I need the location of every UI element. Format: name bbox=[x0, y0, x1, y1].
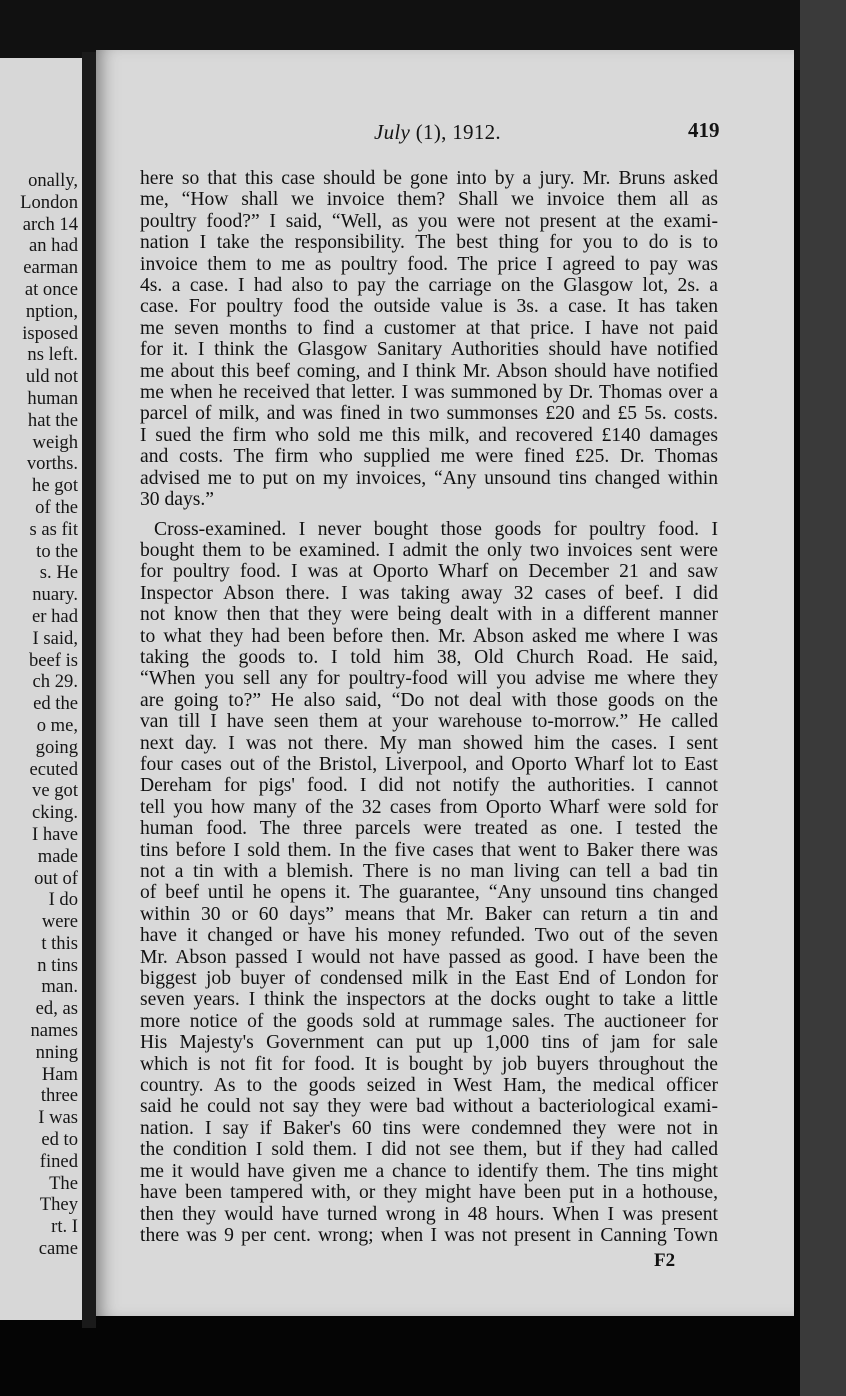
paragraph-1-line: me seven months to find a customer at that price. I have not paid bbox=[140, 317, 718, 339]
left-page-line: out of bbox=[34, 867, 78, 889]
signature-mark: F2 bbox=[654, 1250, 676, 1271]
left-page-line: s as fit bbox=[29, 518, 78, 540]
left-page-line: ns left. bbox=[27, 344, 78, 366]
right-page bbox=[96, 50, 794, 1316]
left-page-line: I do bbox=[48, 889, 78, 911]
paragraph-gap bbox=[140, 511, 718, 519]
left-page-line: uld not bbox=[25, 366, 78, 388]
paragraph-2-line: have it changed or have his money refunded. Two out of the seven bbox=[140, 925, 718, 947]
left-page-line: weigh bbox=[32, 431, 78, 453]
left-page-line: at once bbox=[24, 278, 78, 300]
left-page-line: nuary. bbox=[32, 584, 78, 606]
left-page-line: Ham bbox=[41, 1063, 78, 1085]
header-date: (1), 1912. bbox=[410, 120, 501, 144]
left-page-line: s. He bbox=[39, 562, 78, 584]
paragraph-2-line: van till I have seen them at your warehouse to-morrow.” He called bbox=[140, 711, 718, 733]
paragraph-2-line: Cross-examined. I never bought those goods for poultry food. I bbox=[154, 518, 718, 540]
paragraph-2-line: not a tin with a blemish. There is no man living can tell a bad tin bbox=[140, 861, 718, 882]
paragraph-2-line: of beef until he opens it. The guarantee, “Any unsound tins changed bbox=[140, 882, 718, 904]
left-page-line: ve got bbox=[32, 780, 78, 802]
left-page-line: ed to bbox=[41, 1129, 78, 1151]
paragraph-1-line: me when he received that letter. I was summoned by Dr. Thomas over a bbox=[140, 382, 718, 404]
paragraph-2-line: seven years. I think the inspectors at the docks ought to take a little bbox=[140, 989, 718, 1011]
paragraph-2-line: have been tampered with, or they might have been put in a hothouse, bbox=[140, 1182, 718, 1204]
left-page-line: The bbox=[49, 1172, 78, 1194]
left-page-line: nning bbox=[35, 1041, 78, 1063]
left-page-line: t this bbox=[41, 932, 78, 954]
left-page-line: of the bbox=[35, 496, 78, 518]
left-page-line: were bbox=[41, 911, 78, 933]
left-page-text bbox=[0, 170, 78, 1260]
paragraph-1-line: poultry food?” I said, “Well, as you were not present at the exami- bbox=[140, 210, 718, 232]
left-page-line: fined bbox=[39, 1150, 78, 1172]
header-month: July bbox=[374, 120, 411, 144]
left-page-line: o me, bbox=[36, 714, 78, 736]
left-page-line: ch 29. bbox=[32, 671, 78, 693]
paragraph-1-line: for it. I think the Glasgow Sanitary Authorities should have notified bbox=[140, 339, 718, 361]
left-page-line: hat the bbox=[27, 409, 78, 431]
page-number: 419 bbox=[688, 118, 720, 142]
paragraph-1-line: and costs. The firm who supplied me were fined £25. Dr. Thomas bbox=[140, 446, 718, 468]
paragraph-2-line: Mr. Abson passed I would not have passed as good. I have been the bbox=[140, 946, 718, 968]
left-page-fragment bbox=[0, 58, 82, 1320]
paragraph-2-line: within 30 or 60 days” means that Mr. Baker can return a tin and bbox=[140, 903, 718, 925]
left-page-line: I said, bbox=[32, 627, 78, 649]
paragraph-2-line: next day. I was not there. My man showed him the cases. I sent bbox=[140, 732, 718, 754]
left-page-line: I have bbox=[32, 823, 78, 845]
running-header bbox=[374, 120, 501, 145]
left-page-line: earman bbox=[23, 257, 78, 279]
paragraph-2-line: nation. I say if Baker's 60 tins were condemned they were not in bbox=[140, 1117, 718, 1139]
paragraph-2-line: me it would have given me a chance to identify them. The tins might bbox=[140, 1160, 718, 1182]
paragraph-2-line: to what they had been before then. Mr. Abson asked me where I was bbox=[140, 625, 718, 647]
paragraph-2-line: human food. The three parcels were treated as one. I tested the bbox=[140, 818, 718, 840]
paragraph-2-line: “When you sell any for poultry-food will you advise me where they bbox=[140, 668, 718, 690]
paragraph-1-line: I sued the firm who sold me this milk, and recovered £140 damages bbox=[140, 424, 718, 446]
left-page-line: They bbox=[39, 1194, 78, 1216]
left-page-line: beef is bbox=[28, 649, 78, 671]
left-page-line: he got bbox=[32, 475, 78, 497]
left-page-line: rt. I bbox=[51, 1216, 78, 1238]
paragraph-2-line: Dereham for pigs' food. I did not notify the authorities. I cannot bbox=[140, 775, 718, 797]
left-page-line: n tins bbox=[37, 954, 78, 976]
paragraph-1-line: here so that this case should be gone into by a jury. Mr. Bruns asked bbox=[140, 168, 718, 189]
paragraph-2-line: there was 9 per cent. wrong; when I was not present in Canning Town bbox=[140, 1224, 718, 1246]
paragraph-2-line: then they would have turned wrong in 48 hours. When I was present bbox=[140, 1203, 718, 1225]
paragraph-2-line: for poultry food. I was at Oporto Wharf on December 21 and saw bbox=[140, 561, 718, 583]
book-gutter bbox=[82, 52, 96, 1328]
left-page-line: three bbox=[40, 1085, 78, 1107]
left-page-line: cking. bbox=[32, 802, 78, 824]
paragraph-2-line: tell you how many of the 32 cases from Oporto Wharf were sold for bbox=[140, 796, 718, 818]
left-page-line: nption, bbox=[25, 300, 78, 322]
paragraph-2-line: country. As to the goods seized in West Ham, the medical officer bbox=[140, 1075, 718, 1097]
paragraph-2-line: tins before I sold them. In the five cases that went to Baker there was bbox=[140, 839, 718, 861]
paragraph-1-line: nation I take the responsibility. The best thing for you to do is to bbox=[140, 232, 718, 254]
paragraph-1-line: invoice them to me as poultry food. The price I agreed to pay was bbox=[140, 253, 718, 275]
left-page-line: onally, bbox=[28, 170, 78, 191]
paragraph-2-line: more notice of the goods sold at rummage sales. The auctioneer for bbox=[140, 1010, 718, 1032]
paragraph-2-line: not know then that they were being dealt with in a different manner bbox=[140, 604, 718, 626]
paragraph-1-line: me, “How shall we invoice them? Shall we invoice them all as bbox=[140, 189, 718, 211]
left-page-line: ed, as bbox=[35, 998, 78, 1020]
left-page-line: ecuted bbox=[29, 758, 78, 780]
left-page-line: going bbox=[35, 736, 78, 758]
paragraph-2-line: said he could not say they were bad without a bacteriological exami- bbox=[140, 1096, 718, 1118]
left-page-line: arch 14 bbox=[22, 213, 78, 235]
paragraph-2-line: Inspector Abson there. I was taking away 32 cases of beef. I did bbox=[140, 582, 718, 604]
left-page-line: names bbox=[30, 1020, 78, 1042]
paragraph-2-line: biggest job buyer of condensed milk in the East End of London for bbox=[140, 968, 718, 990]
left-page-line: ed the bbox=[33, 693, 78, 715]
paragraph-2-line: the condition I sold them. I did not see them, but if they had called bbox=[140, 1139, 718, 1161]
paragraph-2-line: which is not fit for food. It is bought by job buyers throughout the bbox=[140, 1053, 718, 1075]
left-page-line: human bbox=[27, 387, 78, 409]
left-page-line: man. bbox=[41, 976, 78, 998]
left-page-line: came bbox=[38, 1238, 78, 1260]
paragraph-1-line: case. For poultry food the outside value is 3s. a case. It has taken bbox=[140, 296, 718, 318]
paragraph-1-line: 4s. a case. I had also to pay the carriage on the Glasgow lot, 2s. a bbox=[140, 275, 718, 297]
left-page-line: isposed bbox=[22, 322, 78, 344]
paragraph-1-line: parcel of milk, and was fined in two summonses £20 and £5 5s. costs. bbox=[140, 403, 718, 425]
right-edge-shadow bbox=[800, 0, 846, 1396]
left-page-line: made bbox=[37, 845, 78, 867]
paragraph-2-line: four cases out of the Bristol, Liverpool, and Oporto Wharf lot to East bbox=[140, 753, 718, 775]
paragraph-2-line: bought them to be examined. I admit the only two invoices sent were bbox=[140, 539, 718, 561]
left-page-line: vorths. bbox=[26, 453, 78, 475]
left-page-line: an had bbox=[28, 235, 78, 257]
left-page-line: I was bbox=[38, 1107, 78, 1129]
paragraph-1-line: advised me to put on my invoices, “Any unsound tins changed within bbox=[140, 467, 718, 489]
left-page-line: er had bbox=[32, 605, 78, 627]
left-page-line: London bbox=[20, 191, 78, 213]
paragraph-1-line: me about this beef coming, and I think Mr. Abson should have notified bbox=[140, 360, 718, 382]
left-page-line: to the bbox=[36, 540, 78, 562]
paragraph-2-line: His Majesty's Government can put up 1,000 tins of jam for sale bbox=[140, 1032, 718, 1054]
paragraph-1-line: 30 days.” bbox=[140, 489, 215, 511]
paragraph-2-line: are going to?” He also said, “Do not deal with those goods on the bbox=[140, 689, 718, 711]
page-body-text bbox=[140, 168, 718, 1246]
paragraph-2-line: taking the goods to. I told him 38, Old Church Road. He said, bbox=[140, 646, 718, 668]
